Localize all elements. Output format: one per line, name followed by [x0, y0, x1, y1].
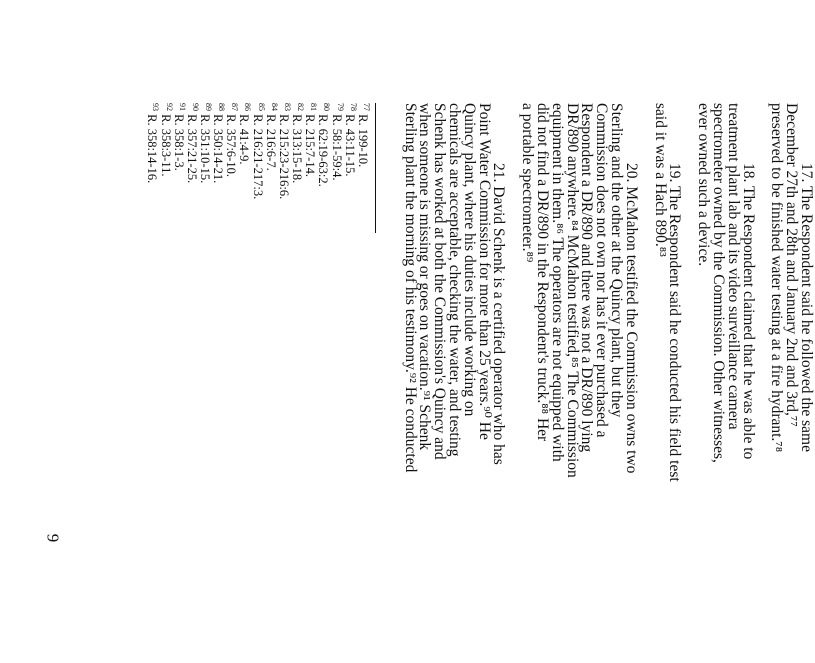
- paragraph-line: did not find a DR/890 in the Respondent's truck.⁸⁸ Her: [534, 103, 552, 442]
- footnote-number: 91: [177, 103, 187, 111]
- footnote-rule: [375, 103, 376, 233]
- footnote-number: 85: [256, 103, 266, 111]
- paragraph-line: Schenk has worked at both the Commission's Quincy and: [431, 103, 449, 460]
- footnote: [305, 103, 318, 663]
- footnote-number: 90: [190, 103, 200, 111]
- footnote: [252, 103, 265, 663]
- paragraph-line: DR/890 anywhere.⁸⁴ McMahon testified,⁸⁵ The Commission: [563, 103, 581, 478]
- footnote-text: R. 215:7-14.: [303, 114, 318, 177]
- paragraph-line: 21. David Schenk is a certified operator who has: [490, 163, 508, 465]
- footnote: [276, 103, 292, 663]
- footnote: [289, 103, 306, 663]
- footnote-text: R. 313:15-18.: [289, 114, 304, 184]
- footnote-number: 78: [348, 103, 358, 111]
- footnote: [213, 103, 226, 663]
- footnote-number: 89: [204, 103, 213, 111]
- footnote-text: R. 358:1-3.: [171, 114, 186, 171]
- footnote-number: 86: [243, 103, 253, 111]
- footnote-text: R. 216:6-7.: [263, 114, 278, 171]
- footnote: [171, 103, 187, 663]
- paragraph-line: 17. The Respondent said he followed the same: [798, 163, 815, 452]
- footnote: [318, 103, 331, 663]
- paragraph-line: 20. McMahon testified the Commission owns two: [622, 163, 640, 474]
- footnote: [331, 103, 344, 663]
- footnote-text: R. 215:23-216:6.: [276, 114, 291, 200]
- paragraph-line: said it was a Hach 890.⁸³: [651, 103, 669, 257]
- footnote: [184, 103, 200, 663]
- paragraph-line: equipment in them.⁸⁶ The operators are not equipped with: [548, 103, 566, 462]
- paragraph: [769, 103, 813, 663]
- footnote-text: R. 43:11-15.: [342, 114, 357, 177]
- footnote-number: 88: [217, 103, 227, 111]
- footnote: [160, 103, 173, 663]
- footnote-number: 79: [335, 103, 345, 111]
- footnote: [197, 103, 213, 663]
- footnote-number: 77: [361, 103, 371, 111]
- footnote: [226, 103, 239, 663]
- footnote-text: R. 199-10.: [355, 114, 370, 168]
- paragraph-line: December 27th and 28th and January 2nd and 3rd,⁷⁷: [783, 103, 801, 427]
- footnote-text: R. 351:10-15.: [197, 114, 212, 184]
- paragraph-line: when someone is missing or goes on vacation.⁹¹ Schenk: [416, 103, 434, 451]
- footnote: [342, 103, 358, 663]
- paragraph-line: ever owned such a device.: [695, 103, 713, 267]
- paragraph-line: Sterling plant the morning of his testimony.⁹² He conducted: [401, 103, 419, 473]
- paragraph-line: Sterling and the other at the Quincy plant, but they: [608, 103, 626, 418]
- footnote-number: 87: [230, 103, 240, 111]
- footnote-number: 83: [282, 103, 292, 111]
- footnote: [355, 103, 371, 663]
- footnote-text: R. 216:21-217:3.: [250, 114, 265, 200]
- paragraph-line: preserved to be finished water testing at a fire hydrant.⁷⁸: [768, 103, 786, 453]
- paragraph-line: 19. The Respondent said he conducted his field test: [666, 163, 684, 482]
- paragraph-line: treatment plant lab and its video surveillance camera: [724, 103, 742, 430]
- footnote-number: 82: [296, 103, 306, 111]
- paragraph-line: Point Water Commission for more than 25 years.⁹⁰ He: [475, 103, 493, 440]
- paragraph-line: chemicals are acceptable, checking the water, and testing: [446, 103, 464, 457]
- paragraph: [402, 103, 506, 663]
- footnote-text: R. 41:4-9.: [237, 114, 252, 165]
- paragraph: [519, 103, 640, 663]
- footnote-number: 84: [269, 103, 279, 111]
- footnote-text: R. 358:14-16.: [145, 114, 160, 184]
- footnote-text: R. 358:3-11.: [158, 114, 173, 177]
- footnotes-list: [147, 103, 371, 663]
- paragraph-line: spectrometer owned by the Commission. Other witnesses,: [710, 103, 728, 463]
- paragraph-line: Commission does not own nor has it ever purchased a: [593, 103, 611, 438]
- paragraph-line: Quincy plant, where his duties include working on: [460, 103, 478, 417]
- footnote-text: R. 357:21-25.: [184, 114, 199, 184]
- rotated-page-body: [68, 103, 813, 663]
- footnote-text: R. 62:19-63:2.: [316, 114, 331, 187]
- footnote: [147, 103, 160, 663]
- footnote-text: R. 58:1-59:4.: [329, 114, 344, 181]
- footnote-number: 93: [151, 103, 161, 111]
- footnote-text: R. 357:6-10.: [224, 114, 239, 177]
- paragraph-line: Respondent a DR/890 and there was not a DR/890 lying: [578, 103, 596, 453]
- paragraph-line: 18. The Respondent claimed that he was able to: [739, 163, 757, 460]
- paragraph: [695, 103, 757, 663]
- footnote-number: 92: [164, 103, 174, 111]
- footnote-text: R. 350:14-21.: [211, 114, 225, 184]
- footnote-number: 81: [309, 103, 319, 111]
- footnote-number: 80: [322, 103, 332, 111]
- body-text: [402, 103, 813, 663]
- page-number: 9: [43, 533, 63, 543]
- paragraph: [652, 103, 682, 663]
- paragraph-line: a portable spectrometer.⁸⁹: [519, 103, 537, 263]
